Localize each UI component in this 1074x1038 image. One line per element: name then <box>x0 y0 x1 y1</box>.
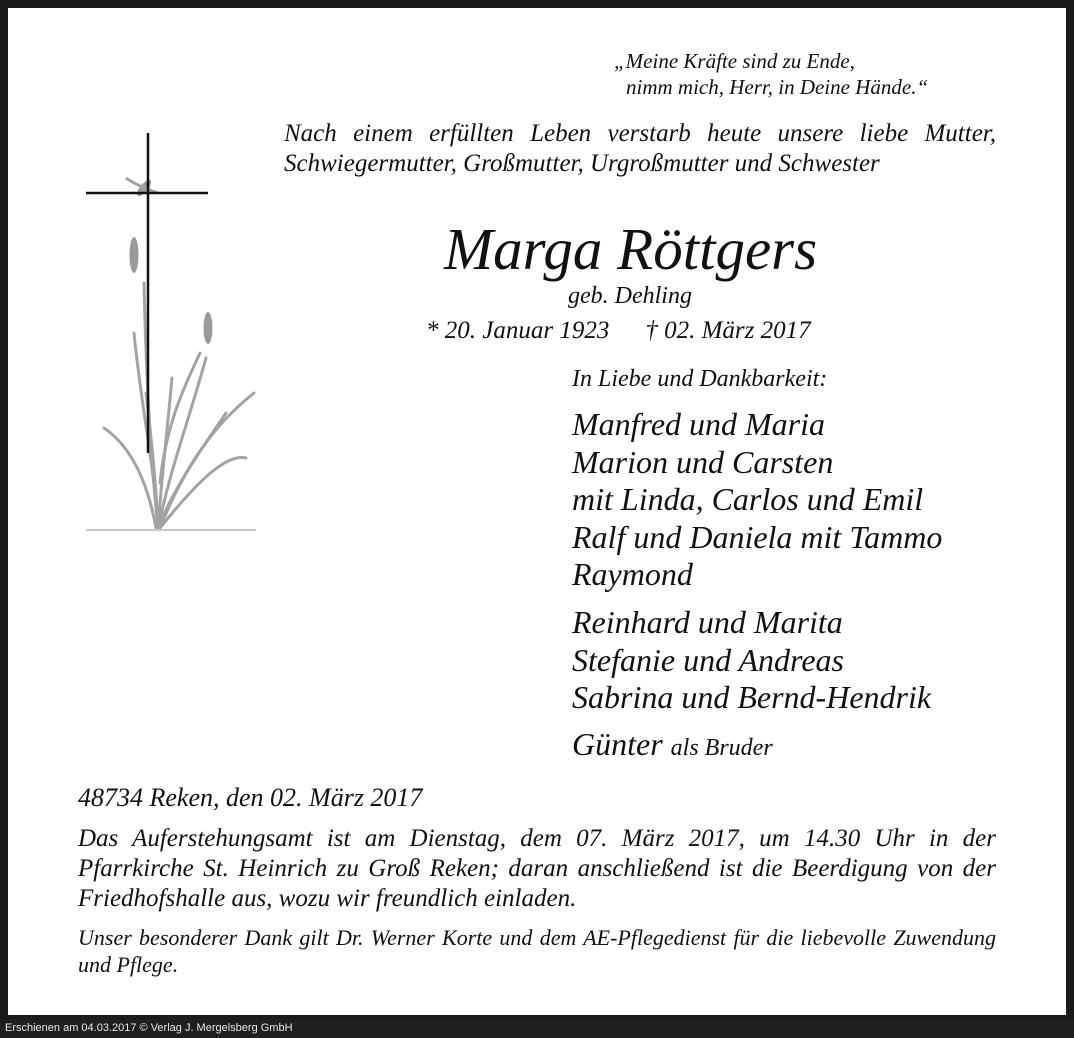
mourner-line: Reinhard und Marita <box>572 604 843 640</box>
mourners-group-1 <box>572 406 942 594</box>
mourner-line: Raymond <box>572 556 693 592</box>
obituary-notice <box>8 8 1066 1015</box>
service-announcement: Das Auferstehungsamt ist am Dienstag, dem 07. März 2017, um 14.30 Uhr in der Pfarrkirche St. Heinrich zu Groß Reken; daran anschließend ist die Beerdigung von der Friedhofshalle aus, wozu wir freundlich einladen. <box>78 825 996 912</box>
mourner-line: Marion und Carsten <box>572 443 834 480</box>
thanks-note: Unser besonderer Dank gilt Dr. Werner Korte und dem AE-Pflegedienst für die liebevolle Zuwendung und Pflege. <box>78 925 996 977</box>
death-date: † 02. März 2017 <box>645 317 811 344</box>
mourner-line: Sabrina und Bernd-Hendrik <box>572 679 932 715</box>
mourner-brother <box>572 726 773 768</box>
deceased-name: Marga Röttgers <box>444 216 818 282</box>
intro-text: Nach einem erfüllten Leben verstarb heute unsere liebe Mutter, Schwiegermutter, Großmutter, Urgroßmutter und Schwester <box>284 120 996 177</box>
motto-line-1: „Meine Kräfte sind zu Ende, <box>614 49 855 73</box>
publication-footer: Erschienen am 04.03.2017 © Verlag J. Mergelsberg GmbH <box>0 1019 1074 1038</box>
cross-with-reeds-icon <box>76 123 256 533</box>
motto-quote <box>614 48 1004 100</box>
mourners-intro: In Liebe und Dankbarkeit: <box>572 366 828 392</box>
place-and-date: 48734 Reken, den 02. März 2017 <box>78 783 423 812</box>
birth-date: * 20. Januar 1923 <box>426 317 610 344</box>
life-dates <box>426 316 811 346</box>
motto-line-2: nimm mich, Herr, in Deine Hände.“ <box>626 75 929 99</box>
mourner-line: mit Linda, Carlos und Emil <box>572 481 924 517</box>
maiden-name: geb. Dehling <box>568 283 692 309</box>
brother-name: Günter <box>572 726 663 762</box>
mourners-group-2 <box>572 604 931 717</box>
mourner-line: Stefanie und Andreas <box>572 641 844 678</box>
mourner-line: Ralf und Daniela mit Tammo <box>572 518 943 555</box>
mourner-line: Manfred und Maria <box>572 406 826 442</box>
brother-relation: als Bruder <box>670 735 773 761</box>
